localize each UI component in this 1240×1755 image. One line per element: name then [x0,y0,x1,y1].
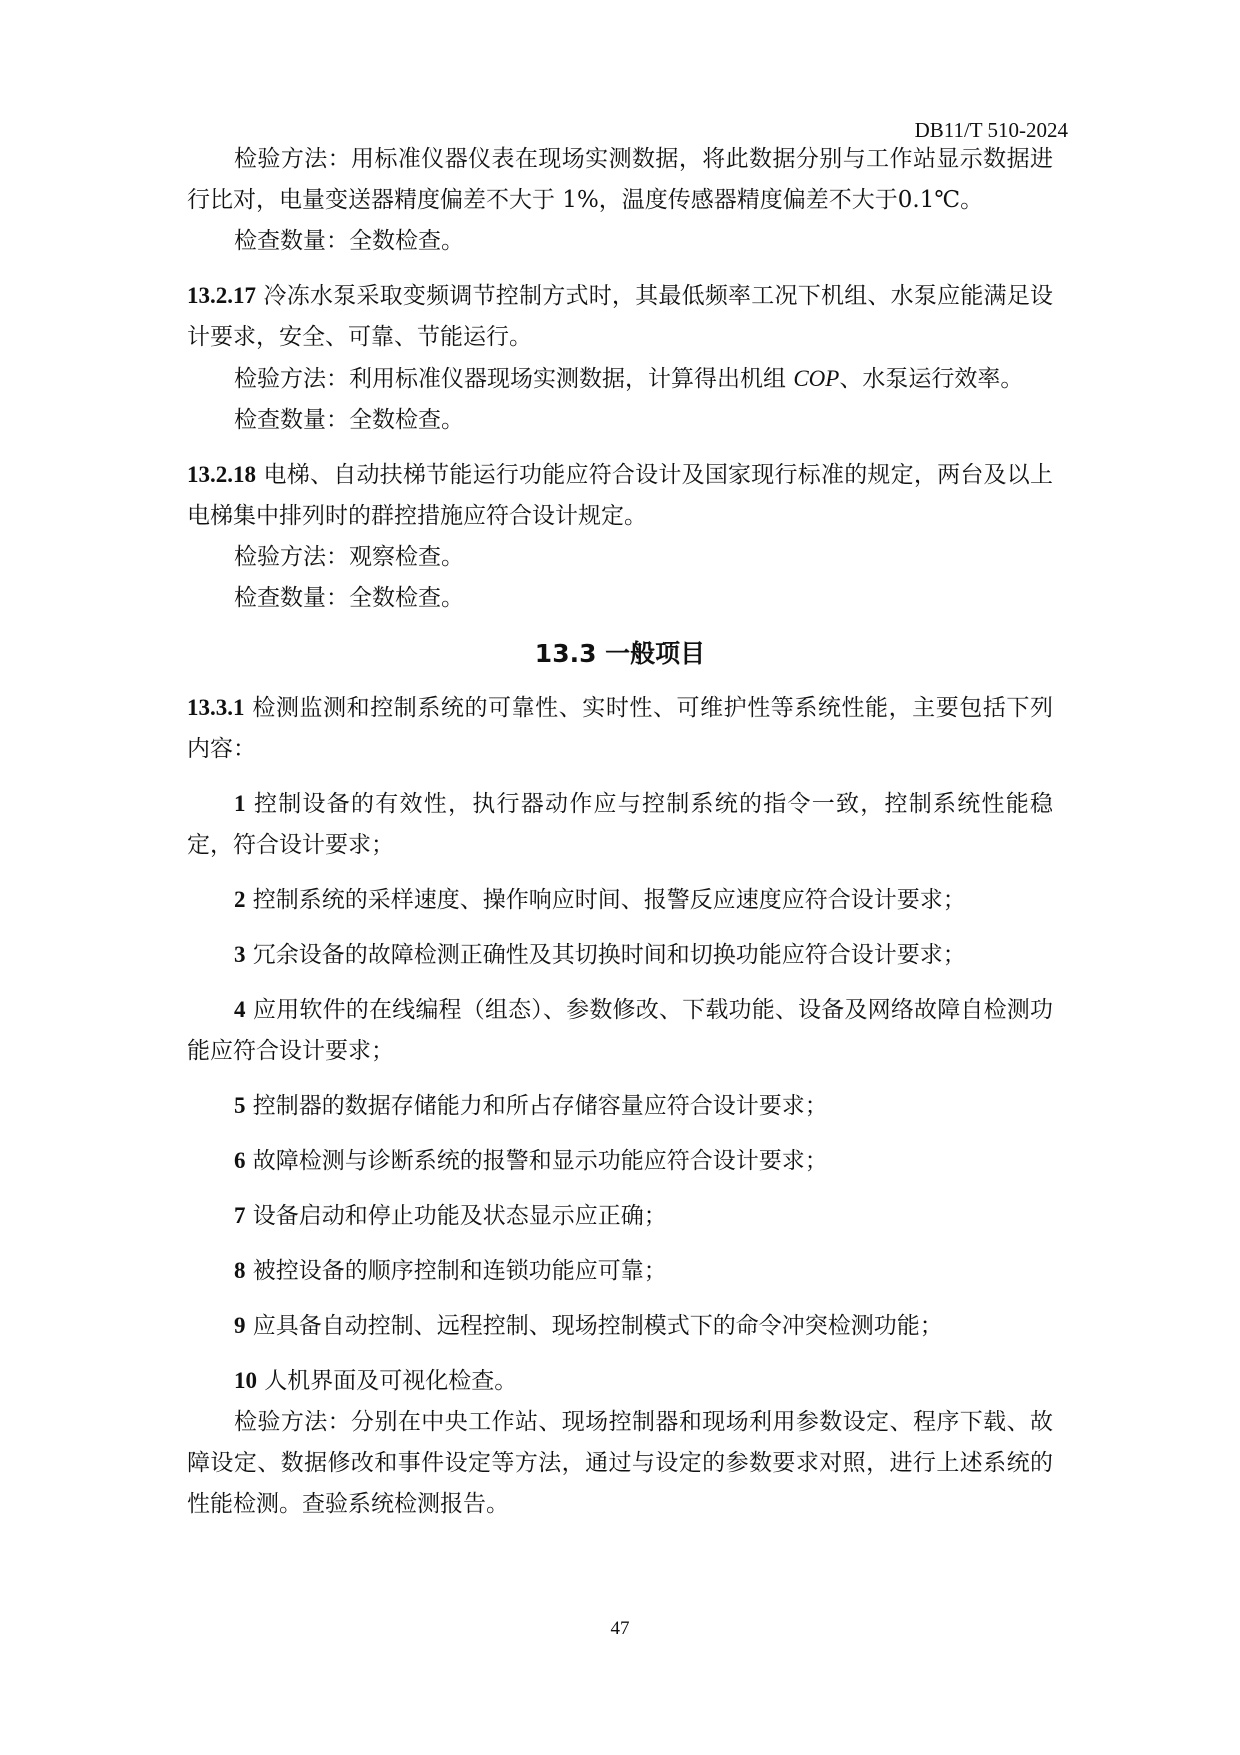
clause-13-2-17 [187,275,1053,358]
inspection-method-paragraph: 检验方法：用标准仪器仪表在现场实测数据，将此数据分别与工作站显示数据进行比对，电量变送器精度偏差不大于 1%，温度传感器精度偏差不大于0.1℃。 [187,146,1053,213]
item-text: 冗余设备的故障检测正确性及其切换时间和切换功能应符合设计要求； [245,942,966,968]
item-text: 故障检测与诊断系统的报警和显示功能应符合设计要求； [245,1148,828,1174]
item-number: 7 [234,1203,246,1228]
clause-text: 冷冻水泵采取变频调节控制方式时，其最低频率工况下机组、水泵应能满足设计要求，安全、可靠、节能运行。 [187,283,1053,350]
page-number: 47 [610,1618,630,1639]
item-text: 应用软件的在线编程（组态）、参数修改、下载功能、设备及网络故障自检测功能应符合设计要求； [187,997,1053,1064]
list-item [187,989,1053,1072]
clause-number: 13.3.1 [187,695,245,720]
item-text: 人机界面及可视化检查。 [257,1368,518,1394]
document-body [187,139,1053,1525]
section-heading-13-3: 13.3 一般项目 [534,639,706,668]
item-number: 4 [234,997,246,1022]
clause-text: 检测监测和控制系统的可靠性、实时性、可维护性等系统性能，主要包括下列内容： [187,695,1053,762]
method-text-before: 检验方法：利用标准仪器现场实测数据，计算得出机组 [234,366,794,392]
inspection-method-paragraph: 检验方法：分别在中央工作站、现场控制器和现场利用参数设定、程序下载、故障设定、数据修改和事件设定等方法，通过与设定的参数要求对照，进行上述系统的性能检测。查验系统检测报告。 [187,1409,1053,1517]
cop-term: COP [793,366,840,391]
inspection-method-paragraph: 检验方法：观察检查。 [234,544,464,570]
clause-number: 13.2.18 [187,462,256,487]
inspection-quantity-paragraph: 检查数量：全数检查。 [234,407,464,433]
method-text-after: 、水泵运行效率。 [839,366,1024,392]
document-code-header: DB11/T 510-2024 [914,118,1068,142]
item-number: 5 [234,1093,246,1118]
item-number: 3 [234,942,246,967]
item-text: 控制器的数据存储能力和所占存储容量应符合设计要求； [245,1093,828,1119]
clause-number: 13.2.17 [187,283,256,308]
list-item [187,1140,1053,1182]
inspection-method-paragraph [187,358,1053,400]
clause-13-2-18 [187,454,1053,537]
list-item [187,1305,1053,1347]
list-item [187,1195,1053,1237]
item-text: 控制系统的采样速度、操作响应时间、报警反应速度应符合设计要求； [245,887,966,913]
item-text: 应具备自动控制、远程控制、现场控制模式下的命令冲突检测功能； [245,1313,943,1339]
inspection-quantity-paragraph: 检查数量：全数检查。 [234,585,464,611]
item-number: 2 [234,887,246,912]
list-item [187,1250,1053,1292]
list-item [187,783,1053,866]
item-number: 9 [234,1313,246,1338]
item-text: 被控设备的顺序控制和连锁功能应可靠； [245,1258,667,1284]
item-text: 控制设备的有效性，执行器动作应与控制系统的指令一致，控制系统性能稳定，符合设计要求； [187,791,1053,858]
list-item [187,934,1053,976]
item-text: 设备启动和停止功能及状态显示应正确； [245,1203,667,1229]
clause-13-3-1 [187,687,1053,770]
item-number: 8 [234,1258,246,1283]
list-item [187,1085,1053,1127]
list-item [187,1360,1053,1402]
list-item [187,879,1053,921]
item-number: 6 [234,1148,246,1173]
clause-text: 电梯、自动扶梯节能运行功能应符合设计及国家现行标准的规定，两台及以上电梯集中排列时的群控措施应符合设计规定。 [187,462,1053,529]
item-number: 1 [234,791,246,816]
item-number: 10 [234,1368,257,1393]
inspection-quantity-paragraph: 检查数量：全数检查。 [234,228,464,254]
